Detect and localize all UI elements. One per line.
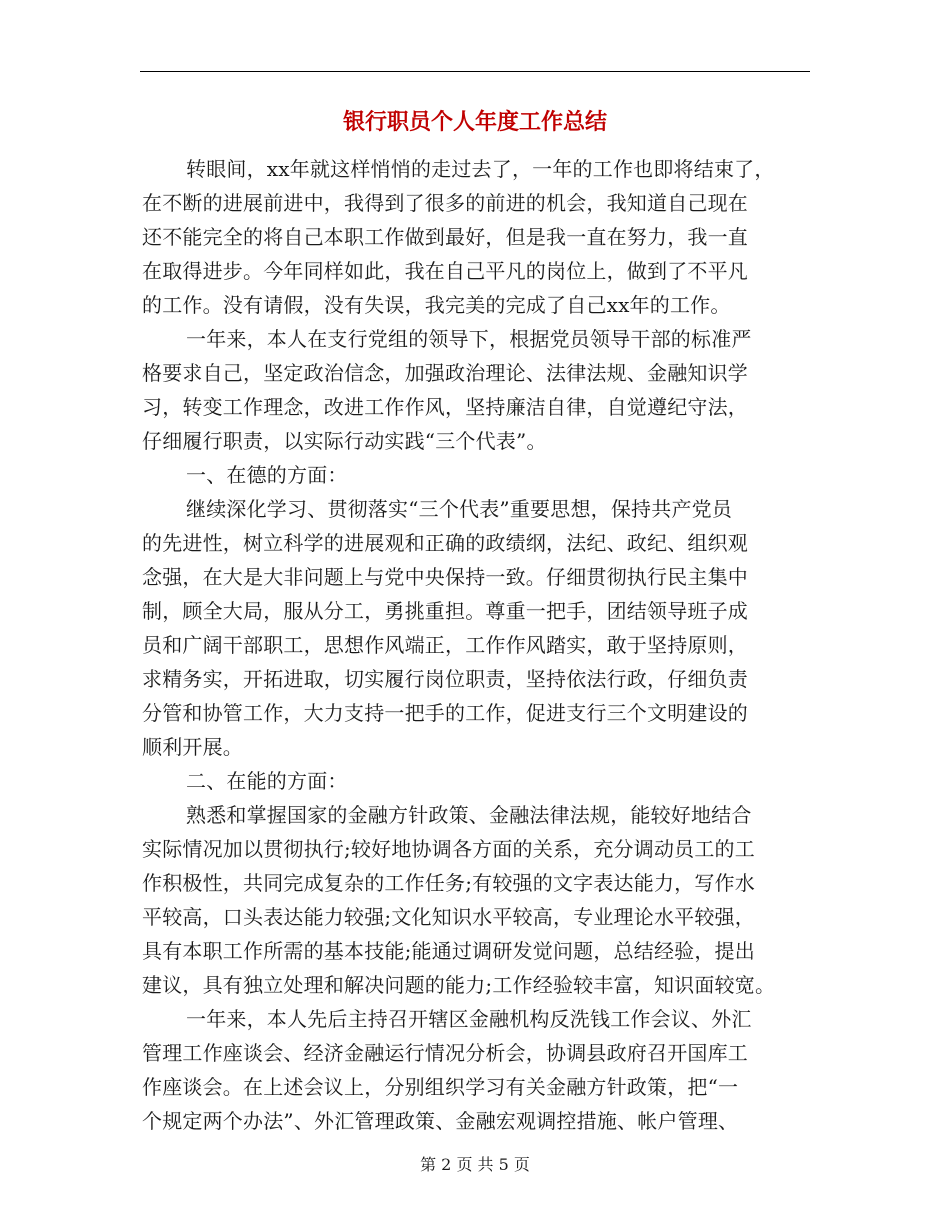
text-line: 实际情况加以贯彻执行;较好地协调各方面的关系，充分调动员工的工 — [142, 837, 755, 861]
text-line: 念强，在大是大非问题上与党中央保持一致。仔细贯彻执行民主集中 — [142, 565, 748, 589]
text-line: 的工作。没有请假，没有失误，我完美的完成了自己xx年的工作。 — [142, 293, 731, 317]
text-line: 员和广阔干部职工，思想作风端正，工作作风踏实，敢于坚持原则， — [142, 633, 748, 657]
text-line: 一年来，本人先后主持召开辖区金融机构反洗钱工作会议、外汇 — [186, 1007, 752, 1031]
text-line: 格要求自己，坚定政治信念，加强政治理论、法律法规、金融知识学 — [142, 361, 748, 385]
text-line: 一年来，本人在支行党组的领导下，根据党员领导干部的标准严 — [186, 327, 752, 351]
text-line: 二、在能的方面： — [186, 769, 348, 793]
text-line: 在不断的进展前进中，我得到了很多的前进的机会，我知道自己现在 — [142, 191, 748, 215]
text-line: 作积极性，共同完成复杂的工作任务;有较强的文字表达能力，写作水 — [142, 871, 755, 895]
header-rule — [140, 71, 810, 72]
text-line: 管理工作座谈会、经济金融运行情况分析会，协调县政府召开国库工 — [142, 1041, 748, 1065]
text-line: 在取得进步。今年同样如此，我在自己平凡的岗位上，做到了不平凡 — [142, 259, 748, 283]
text-line: 还不能完全的将自己本职工作做到最好，但是我一直在努力，我一直 — [142, 225, 748, 249]
document-title: 银行职员个人年度工作总结 — [342, 110, 607, 135]
text-line: 作座谈会。在上述会议上，分别组织学习有关金融方针政策，把“一 — [142, 1075, 739, 1099]
text-line: 顺利开展。 — [142, 735, 243, 759]
text-line: 一、在德的方面： — [186, 463, 348, 487]
text-line: 平较高，口头表达能力较强;文化知识水平较高，专业理论水平较强， — [142, 905, 755, 929]
text-line: 建议，具有独立处理和解决问题的能力;工作经验较丰富，知识面较宽。 — [142, 973, 776, 997]
text-line: 转眼间，xx年就这样悄悄的走过去了，一年的工作也即将结束了， — [186, 157, 775, 181]
text-line: 制，顾全大局，服从分工，勇挑重担。尊重一把手，团结领导班子成 — [142, 599, 748, 623]
text-line: 求精务实，开拓进取，切实履行岗位职责，坚持依法行政，仔细负责 — [142, 667, 748, 691]
text-line: 仔细履行职责，以实际行动实践“三个代表”。 — [142, 429, 547, 453]
text-line: 个规定两个办法”、外汇管理政策、金融宏观调控措施、帐户管理、 — [142, 1109, 739, 1133]
text-line: 习，转变工作理念，改进工作作风，坚持廉洁自律，自觉遵纪守法， — [142, 395, 748, 419]
text-line: 熟悉和掌握国家的金融方针政策、金融法律法规，能较好地结合 — [186, 803, 752, 827]
text-line: 具有本职工作所需的基本技能;能通过调研发觉问题，总结经验，提出 — [142, 939, 755, 963]
text-line: 继续深化学习、贯彻落实“三个代表”重要思想，保持共产党员 — [186, 497, 733, 521]
text-line: 的先进性，树立科学的进展观和正确的政绩纲，法纪、政纪、组织观 — [142, 531, 748, 555]
text-line: 分管和协管工作，大力支持一把手的工作，促进支行三个文明建设的 — [142, 701, 748, 725]
document-body — [142, 152, 812, 1138]
page-footer: 第 2 页 共 5 页 — [420, 1155, 530, 1174]
